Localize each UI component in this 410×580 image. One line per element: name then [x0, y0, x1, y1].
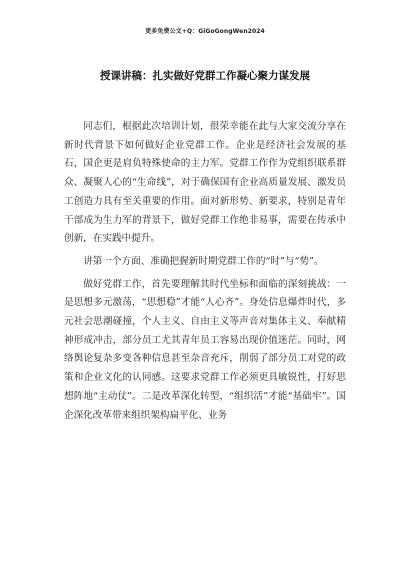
document-body	[64, 118, 346, 425]
document-title: 授课讲稿：扎实做好党群工作凝心聚力谋发展	[100, 70, 310, 82]
paragraph-intro: 同志们，根据此次培训计划，很荣幸能在此与大家交流分享在新时代背景下如何做好企业党群工作。企业是经济社会发展的基石，国企更是肩负特殊使命的主力军。党群工作作为党组织联系群众、凝聚人心的“生命线”，对于确保国有企业高质量发展、激发员工创造力具有至关重要的作用。面对新形势、新要求，特别是青年干部成为生力军的背景下，做好党群工作绝非易事，需要在传承中创新，在实践中提升。	[64, 121, 346, 245]
header-note: 更多免费公文+Q：GiGoGongWen2024	[145, 28, 265, 35]
paragraph-challenges: 做好党群工作，首先要理解其时代坐标和面临的深刻挑战：一是思想多元激荡，“思想稳”才能“人心齐”。身处信息爆炸时代，多元社会思潮碰撞，个人主义、自由主义等声音对集体主义、奉献精神形成冲击，部分员工尤其青年员工容易出现价值迷茫。同时，网络舆论复杂多变各种信息甚至杂音充斥，削弱了部分员工对党的政策和企业文化的认同感。这要求党群工作必须更具敏锐性，打好思想阵地“主动仗”。二是改革深化转型，“组织活”才能“基础牢”。国企深化改革带来组织架构扁平化、业务	[64, 278, 346, 421]
paragraph-section-heading: 讲第一个方面、准确把握新时期党群工作的“时”与“势”。	[83, 255, 324, 267]
